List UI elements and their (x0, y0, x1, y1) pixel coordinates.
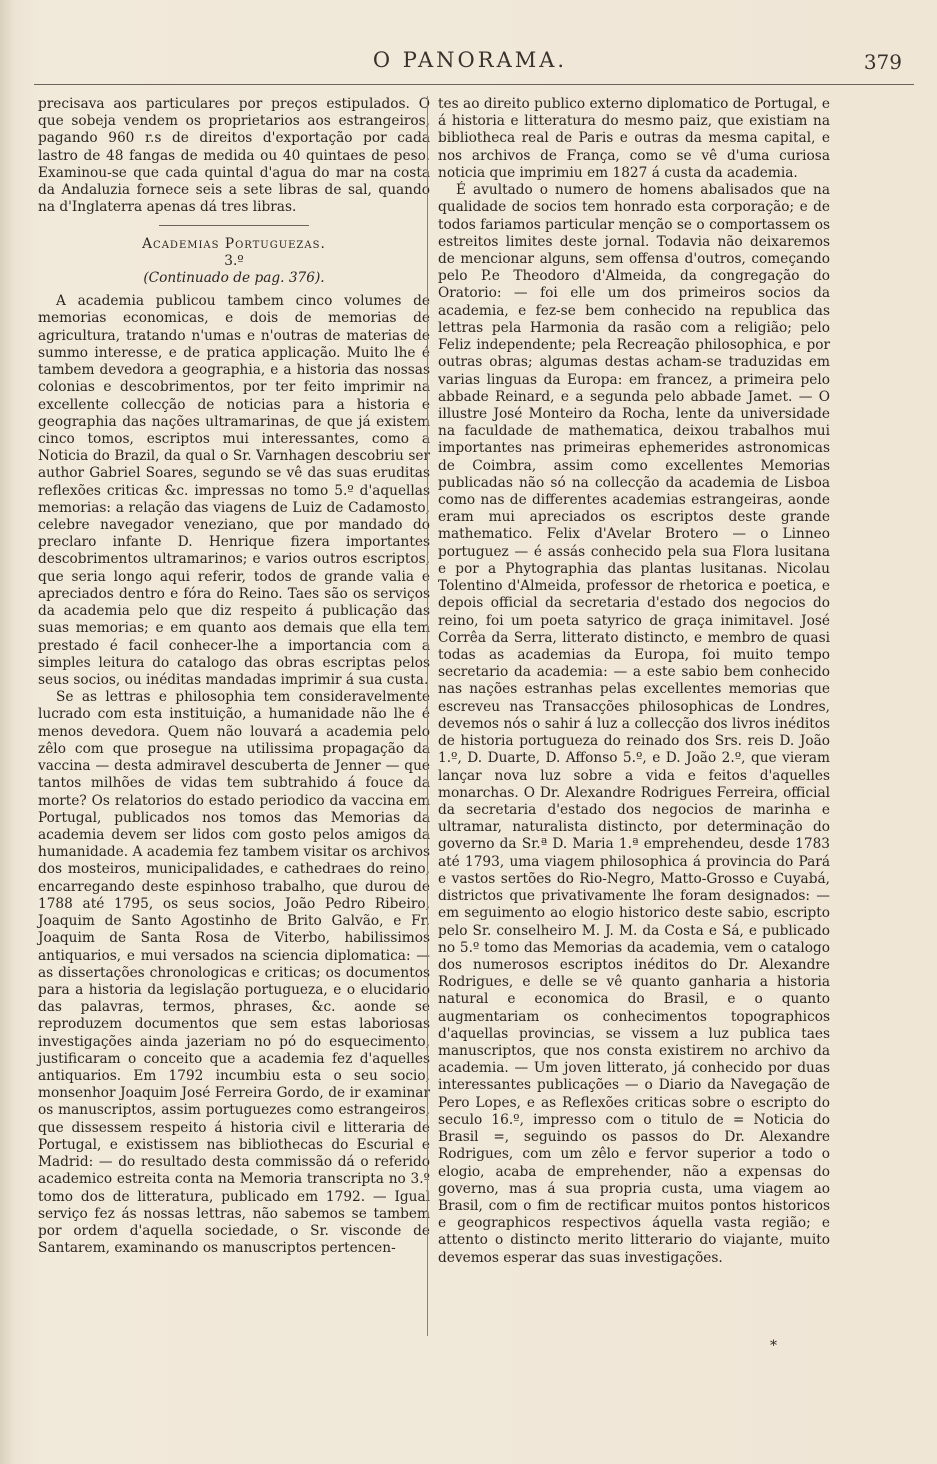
paragraph: precisava aos particulares por preços estipulados. O que sobeja vendem os proprietarios aos estrangeiros, pagando 960 r.s de direitos d'exportação por cada lastro de 48 fangas de medida ou 40 quintaes de peso. Examinou-se que cada quintal d'agua do mar na costa da Andaluzia fornece seis a sete libras de sal, quando na d'Inglaterra apenas dá tres libras. (38, 96, 430, 216)
page-number: 379 (863, 50, 902, 74)
section-divider (159, 225, 309, 226)
continuation-note: (Continuado de pag. 376). (143, 269, 325, 286)
paragraph: tes ao direito publico externo diplomatico de Portugal, e á historia e litteratura do mesmo paiz, que existiam na bibliotheca real de Paris e outras da mesma capital, e nos archivos de França, como se vê d'uma curiosa noticia que imprimiu em 1827 á custa da academia. (438, 96, 830, 181)
section-number: 3.º (224, 252, 244, 269)
section-title: Academias Portuguezas. (142, 235, 326, 252)
header-rule (34, 84, 914, 85)
paragraph: A academia publicou tambem cinco volumes de memorias economicas, e dois de memorias de agricultura, tratando n'umas e n'outras de materias de summo interesse, e de pratica applicação. Muito lhe é tambem devedora a geographia, e a historia das nossas colonias e descobrimentos, por ter feito imprimir na excellente collecção de noticias para a historia e geographia das nações ultramarinas, de que já existem cinco tomos, escriptos mui interessantes, como a Noticia do Brazil, da qual o Sr. Varnhagen descobriu ser author Gabriel Soares, segundo se vê das suas eruditas reflexões criticas &c. impressas no tomo 5.º d'aquellas memorias: a relação das viagens de Luiz de Cadamosto, celebre navegador veneziano, que por mandado do preclaro infante D. Henrique fizera importantes descobrimentos ultramarinos; e varios outros escriptos, que seria longo aqui referir, todos de grande valia e apreciados dentro e fóra do Reino. Taes são os serviços da academia pelo que diz respeito á publicação das suas memorias; e em quanto aos demais que ella tem prestado é facil conhecer-lhe a importancia com a simples leitura do catalogo das obras escriptas pelos seus socios, ou inéditas mandadas imprimir á sua custa. (38, 293, 430, 688)
right-column (438, 96, 830, 1267)
page-header (30, 48, 910, 80)
page-title: O PANORAMA. (372, 48, 568, 72)
column-divider (427, 96, 428, 1336)
end-ornament: * (770, 1338, 777, 1354)
left-column (38, 96, 430, 1257)
paragraph: É avultado o numero de homens abalisados que na qualidade de socios tem honrado esta corporação; e de todos fariamos particular menção se o comportassem os estreitos limites deste jornal. Todavia não deixaremos de mencionar alguns, sem offensa d'outros, começando pelo P.e Theodoro d'Almeida, da congregação do Oratorio: — foi elle um dos primeiros socios da academia, e fez-se bem conhecido na republica das lettras pela Harmonia da rasão com a religião; pelo Feliz independente; pela Recreação philosophica, e por outras obras; algumas destas acham-se traduzidas em varias linguas da Europa: em francez, a primeira pelo abbade Reinard, e a segunda pelo abbade Jamet. — O illustre José Monteiro da Rocha, lente da universidade na faculdade de mathematica, deixou trabalhos mui importantes nas primeiras ephemerides astronomicas de Coimbra, assim como excellentes Memorias publicadas não só na collecção da academia de Lisboa como nas de differentes academias estrangeiras, aonde eram mui apreciados os escriptos deste grande mathematico. Felix d'Avelar Brotero — o Linneo portuguez — é assás conhecido pela sua Flora lusitana e por a Phytographia das plantas lusitanas. Nicolau Tolentino d'Almeida, professor de rhetorica e poetica, e depois official da secretaria d'estado dos negocios do reino, foi um poeta satyrico de graça inimitavel. José Corrêa da Serra, litterato distincto, e membro de quasi todas as academias da Europa, foi muito tempo secretario da academia: — a este sabio bem conhecido nas nações estranhas pelas excellentes memorias que escreveu nas Transacções philosophicas de Londres, devemos nós o sahir á luz a collecção dos livros inéditos de historia portugueza do reinado dos Srs. reis D. João 1.º, D. Duarte, D. Affonso 5.º, e D. João 2.º, que vieram lançar nova luz sobre a vida e feitos d'aquelles monarchas. O Dr. Alexandre Rodrigues Ferreira, official da secretaria d'estado dos negocios de marinha e ultramar, naturalista distincto, por determinação do governo da Sr.ª D. Maria 1.ª emprehendeu, desde 1783 até 1793, uma viagem philosophica á provincia do Pará e vastos sertões do Rio-Negro, Matto-Grosso e Cuyabá, districtos que privativamente lhe foram designados: — em seguimento ao elogio historico deste sabio, escripto pelo Sr. conselheiro M. J. M. da Costa e Sá, e publicado no 5.º tomo das Memorias da academia, vem o catalogo dos numerosos escriptos inéditos do Dr. Alexandre Rodrigues, e delle se vê quanto ganharia a historia natural e economica do Brasil, e o quanto augmentariam os conhecimentos topographicos d'aquellas provincias, se vissem a luz publica taes manuscriptos, que nos consta existirem no archivo da academia. — Um joven litterato, já conhecido por duas interessantes publicações — o Diario da Navegação de Pero Lopes, e as Reflexões criticas sobre o escripto do seculo 16.º, impresso com o titulo de = Noticia do Brasil =, seguindo os passos do Dr. Alexandre Rodrigues, com um zêlo e fervor superior a todo o elogio, acaba de emprehender, não a expensas do governo, mas á sua propria custa, uma viagem ao Brasil, com o fim de rectificar muitos pontos historicos e geographicos respectivos áquella vasta região; e attento o distincto merito litterario do viajante, muito devemos esperar das suas investigações. (438, 182, 830, 1266)
paragraph: Se as lettras e philosophia tem consideravelmente lucrado com esta instituição, a humanidade não lhe é menos devedora. Quem não louvará a academia pelo zêlo com que prosegue na utilissima propagação da vaccina — desta admiravel descuberta de Jenner — que tantos milhões de vidas tem subtrahido á fouce da morte? Os relatorios do estado periodico da vaccina em Portugal, publicados nos tomos das Memorias da academia devem ser lidos com gosto pelos amigos da humanidade. A academia fez tambem visitar os archivos dos mosteiros, municipalidades, e cathedraes do reino, encarregando deste espinhoso trabalho, que durou de 1788 até 1795, os seus socios, João Pedro Ribeiro, Joaquim de Santo Agostinho de Brito Galvão, e Fr. Joaquim de Santa Rosa de Viterbo, habilissimos antiquarios, e mui versados na sciencia diplomatica: — as dissertações chronologicas e criticas; os documentos para a historia da legislação portugueza, e o elucidario das palavras, termos, phrases, &c. aonde se reproduzem documentos que sem estas laboriosas investigações ainda jazeriam no pó do esquecimento, justificaram o conceito que a academia fez d'aquelles antiquarios. Em 1792 incumbiu esta o seu socio, monsenhor Joaquim José Ferreira Gordo, de ir examinar os manuscriptos, assim portuguezes como estrangeiros, que dissessem respeito á historia civil e litteraria de Portugal, e existissem nas bibliothecas do Escurial e Madrid: — do resultado desta commissão dá o referido academico estreita conta na Memoria transcripta no 3.º tomo dos de litteratura, publicado em 1792. — Igual serviço fez ás nossas lettras, não sabemos se tambem por ordem d'aquella sociedade, o Sr. visconde de Santarem, examinando os manuscriptos pertencen- (38, 689, 430, 1257)
